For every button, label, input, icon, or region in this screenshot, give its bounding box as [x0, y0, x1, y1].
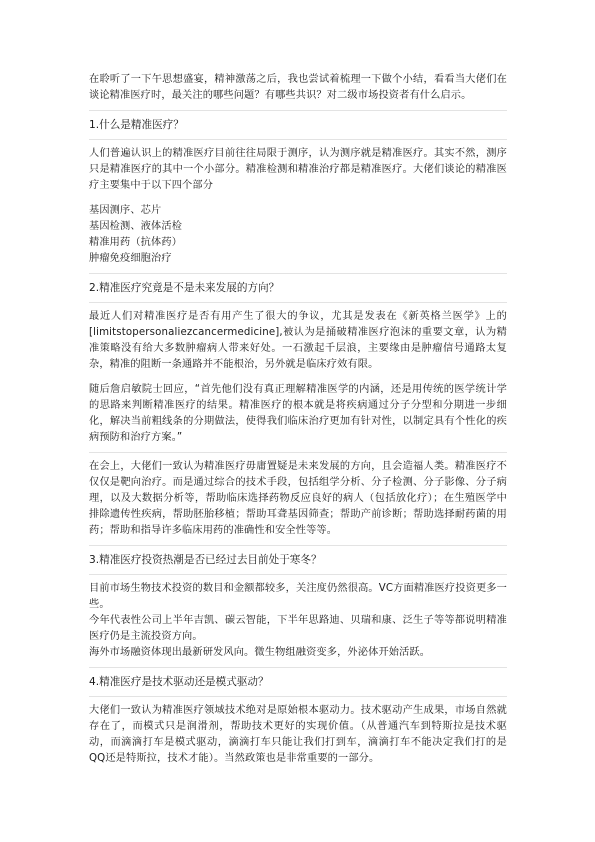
section-3-heading: 3.精准医疗投资热潮是否已经过去目前处于寒冬？ [89, 554, 322, 566]
section-1-paragraph: 人们普遍认识上的精准医疗目前往往局限于测序，认为测序就是精准医疗。其实不然，测序只是精准医疗的其中一个小部分。精准检测和精准治疗都是精准医疗。大佬们谈论的精准医疗主要集中于以下四个部分 [89, 148, 507, 191]
section-1-heading: 1.什么是精准医疗？ [89, 119, 184, 131]
section-3-paragraph-3: 海外市场融资体现出最新研发风向。微生物组融资变多，外泌体开始活跃。 [89, 647, 431, 658]
list-item: 肿瘤免疫细胞治疗 [89, 253, 172, 264]
section-3-paragraph-1: 目前市场生物技术投资的数目和金额都较多，关注度仍然很高。VC方面精准医疗投资更多一些。 [89, 583, 507, 610]
section-2-paragraph-2: 随后詹启敏院士回应，“首先他们没有真正理解精准医学的内涵，还是用传统的医学统计学的思路来判断精准医疗的结果。精准医疗的根本就是将疾病通过分子分型和分期进一步细化，解决当前粗线条的分期做法，使得我们临床治疗更加有针对性，以制定具有个性化的疾病预防和治疗方案。” [89, 384, 507, 443]
section-2-paragraph-1: 最近人们对精准医疗是否有用产生了很大的争议，尤其是发表在《新英格兰医学》上的[limitstopersonaliezcancermedicine],被认为是捅破精准医疗泡沫的重要文章，认为精准策略没有给大多数肿瘤病人带来好处。一石激起千层浪，主要缘由是肿瘤信号通路太复杂，精准的阻断一条通路并不能根治，另外就是临床疗效有限。 [89, 311, 507, 370]
section-2-paragraph-3: 在会上，大佬们一致认为精准医疗毋庸置疑是未来发展的方向，且会造福人类。精准医疗不仅仅是靶向治疗。而是通过综合的技术手段，包括组学分析、分子检测、分子影像、分子病理，以及大数据分析等，帮助临床选择药物反应良好的病人（包括放化疗）；在生殖医学中排除遗传性疾病，帮助胚胎移植；帮助耳聋基因筛查；帮助产前诊断；帮助选择耐药菌的用药；帮助和指导许多临床用药的准确性和安全性等等。 [89, 461, 507, 536]
intro-paragraph: 在聆听了一下午思想盛宴，精神激荡之后，我也尝试着梳理一下做个小结，看看当大佬们在谈论精准医疗时，最关注的哪些问题？有哪些共识？对二级市场投资者有什么启示。 [89, 74, 507, 101]
section-3-paragraph-2: 今年代表性公司上半年吉凯、碳云智能，下半年思路迪、贝瑞和康、泛生子等等都说明精准医疗仍是主流投资方向。 [89, 615, 507, 642]
list-item: 基因检测、液体活检 [89, 221, 183, 232]
document-body [89, 72, 507, 767]
list-item: 基因测序、芯片 [89, 205, 162, 216]
list-item: 精准用药（抗体药） [89, 237, 183, 248]
section-4-paragraph: 大佬们一致认为精准医疗领域技术绝对是原始根本驱动力。技术驱动产生成果，市场自然就存在了，而模式只是润滑剂，帮助技术更好的实现价值。（从普通汽车到特斯拉是技术驱动，而滴滴打车是模式驱动，滴滴打车只能让我们打到车，滴滴打车不能决定我们打的是QQ还是特斯拉，技术才能）。当然政策也是非常重要的一部分。 [89, 705, 507, 764]
section-2-heading: 2.精准医疗究竟是不是未来发展的方向？ [89, 282, 280, 294]
section-4-heading: 4.精准医疗是技术驱动还是模式驱动？ [89, 676, 269, 688]
